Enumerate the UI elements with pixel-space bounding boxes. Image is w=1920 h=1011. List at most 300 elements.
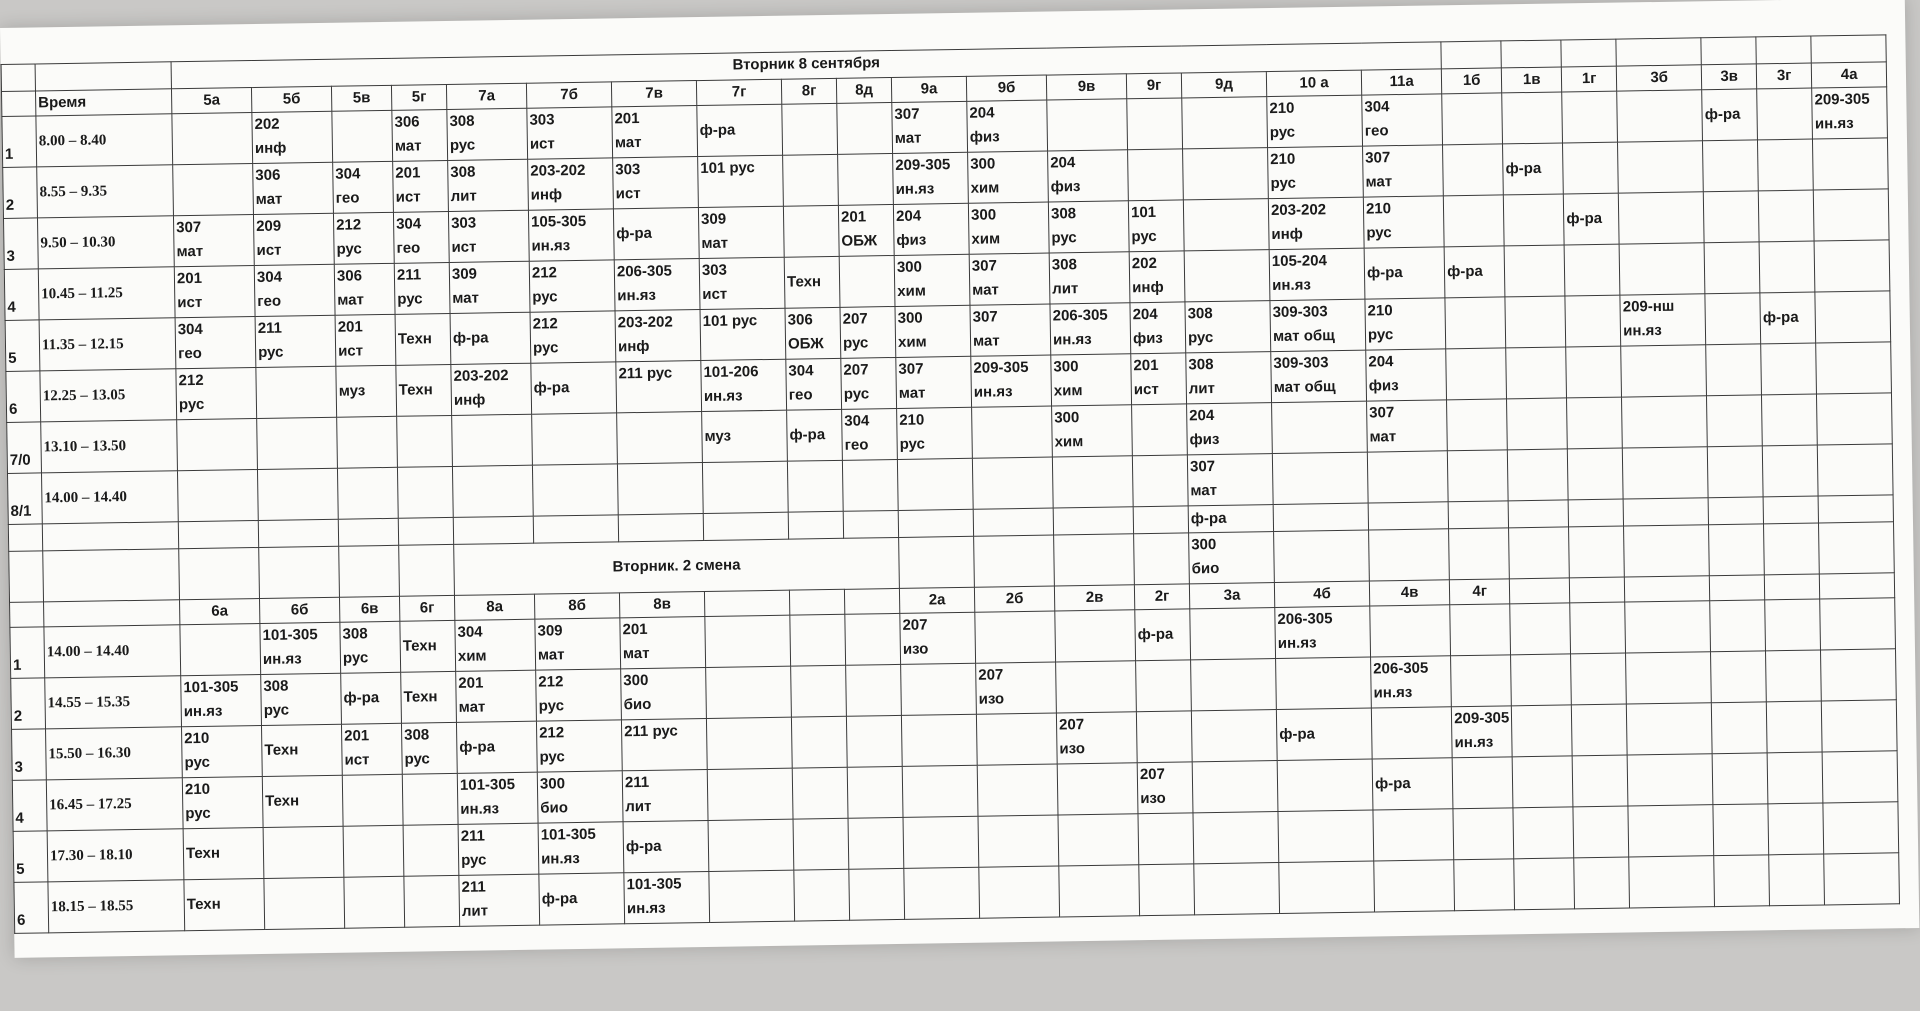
schedule-cell [1276, 708, 1372, 760]
lesson-subject: мат [255, 190, 283, 209]
schedule-cell [261, 724, 342, 776]
schedule-cell [901, 663, 977, 715]
schedule-cell [1055, 610, 1136, 662]
schedule-cell [257, 468, 338, 520]
class-header: 7а [446, 83, 526, 109]
lesson-subject: инф [453, 391, 486, 409]
schedule-cell [842, 408, 898, 460]
schedule-cell [1136, 660, 1192, 712]
lesson-room: ф-ра [1505, 159, 1542, 178]
schedule-cell [1272, 452, 1368, 504]
lesson-subject: 211 рус [623, 722, 678, 741]
lesson-room: ф-ра [541, 890, 578, 908]
lesson-room: ф-ра [789, 426, 826, 444]
schedule-cell [1130, 302, 1186, 354]
schedule-cell [448, 210, 529, 262]
schedule-cell [1627, 703, 1713, 755]
lesson-room: Техн [264, 741, 299, 759]
schedule-cell [1450, 604, 1511, 656]
lesson-room: 308 [263, 677, 289, 695]
schedule-cell [1275, 606, 1371, 658]
class-header: 11а [1361, 69, 1442, 95]
schedule-cell [175, 317, 256, 369]
empty-cell [618, 514, 703, 542]
empty-cell [258, 519, 338, 547]
schedule-cell [174, 266, 255, 318]
lesson-room: 201 [840, 208, 867, 226]
lesson-subject: ин.яз [703, 387, 743, 405]
schedule-cell [1132, 455, 1188, 507]
schedule-cell [1817, 444, 1893, 496]
schedule-cell [791, 665, 847, 717]
lesson-room: 309 [451, 265, 478, 283]
class-header: 6в [339, 596, 399, 622]
schedule-cell [894, 254, 970, 306]
class-header: 8б [534, 593, 619, 619]
lesson-subject: ин.яз [626, 899, 666, 918]
schedule-cell [1127, 98, 1183, 150]
schedule-cell [838, 153, 894, 205]
empty-cell [1569, 526, 1625, 578]
empty-cell [1623, 498, 1708, 526]
lesson-subject: ин.яз [1272, 276, 1312, 295]
empty-cell [1448, 501, 1508, 529]
schedule-cell [1628, 805, 1714, 857]
schedule-cell [184, 878, 265, 930]
class-header: 5б [251, 86, 331, 112]
schedule-cell [1564, 244, 1620, 296]
schedule-cell [1185, 301, 1271, 353]
schedule-cell [897, 458, 973, 510]
schedule-cell [1712, 753, 1768, 805]
lesson-room: Техн [186, 895, 221, 914]
lesson-subject: физ [1132, 329, 1163, 348]
empty-cell [1368, 502, 1449, 530]
schedule-cell [177, 419, 258, 471]
schedule-cell [335, 314, 396, 366]
class-header: 4г [1450, 579, 1510, 605]
lesson-room: 304 [1364, 98, 1390, 116]
lesson-room: 300 [897, 309, 923, 327]
lesson-room: ф-ра [625, 837, 662, 856]
schedule-cell [456, 670, 537, 722]
empty-cell [1054, 534, 1135, 586]
schedule-cell [615, 310, 701, 362]
schedule-cell [1051, 354, 1132, 406]
schedule-cell [1759, 241, 1815, 293]
schedule-cell [1506, 347, 1567, 399]
empty-cell [1708, 497, 1763, 525]
class-header [789, 589, 844, 615]
schedule-cell [1617, 90, 1703, 142]
schedule-cell [181, 674, 262, 726]
lesson-room: ф-ра [1374, 774, 1411, 793]
schedule-cell [539, 873, 625, 925]
lesson-room: 309-303 [1273, 354, 1329, 373]
lesson-room: 307 [972, 308, 998, 326]
lesson-room: 300 [623, 671, 649, 690]
lesson-time: 18.15 – 18.55 [48, 880, 185, 933]
schedule-cell [1618, 192, 1704, 244]
schedule-cell [1573, 806, 1629, 858]
lesson-time: 13.10 – 13.50 [41, 420, 178, 473]
schedule-cell [1371, 707, 1452, 759]
schedule-cell [792, 767, 848, 819]
lesson-room: 201 [344, 727, 370, 745]
lesson-room: Техн [403, 688, 438, 706]
schedule-cell [849, 868, 905, 920]
schedule-cell [621, 667, 707, 719]
schedule-cell [1447, 399, 1508, 451]
schedule-cell [257, 417, 338, 469]
schedule-cell [967, 100, 1048, 152]
schedule-cell [784, 256, 840, 308]
schedule-cell [978, 815, 1059, 867]
schedule-cell [1268, 197, 1364, 249]
lesson-subject: мат [537, 646, 565, 664]
schedule-cell [1627, 754, 1713, 806]
schedule-cell [1454, 859, 1515, 911]
class-header: 10 а [1266, 70, 1361, 96]
lesson-subject: рус [449, 136, 476, 154]
schedule-cell [709, 870, 795, 922]
schedule-cell [848, 817, 904, 869]
schedule-cell [1138, 813, 1194, 865]
lesson-room: 210 [184, 780, 211, 799]
schedule-cell [1503, 143, 1564, 195]
empty-cell [973, 508, 1053, 536]
lesson-room: 203-202 [1270, 201, 1327, 220]
lesson-subject: рус [843, 385, 870, 403]
schedule-cell [531, 362, 617, 414]
schedule-cell [1570, 602, 1626, 654]
lesson-room: 307 [176, 218, 202, 237]
title-empty-cell [1441, 41, 1501, 69]
schedule-cell [979, 866, 1060, 918]
empty-cell [1449, 528, 1510, 580]
schedule-cell [1507, 398, 1568, 450]
class-header [1710, 575, 1765, 601]
number-header [10, 602, 44, 628]
schedule-cell [897, 407, 973, 459]
title-empty-cell [1616, 38, 1701, 66]
schedule-cell [341, 672, 402, 724]
lesson-subject: рус [185, 804, 211, 823]
class-header: 6б [259, 597, 339, 623]
schedule-cell [1183, 148, 1269, 200]
schedule-cell [334, 263, 395, 315]
schedule-cell [333, 161, 394, 213]
schedule-cell [528, 158, 614, 210]
schedule-cell [1572, 704, 1628, 756]
schedule-cell [1366, 349, 1447, 401]
lesson-room: 101-305 [540, 825, 596, 844]
empty-cell [179, 548, 260, 600]
lesson-subject: рус [397, 290, 423, 308]
empty-cell [399, 544, 455, 596]
schedule-cell [450, 312, 531, 364]
lesson-room: 204 [1050, 154, 1076, 172]
schedule-cell [1452, 757, 1513, 809]
lesson-room: ф-ра [533, 379, 570, 397]
schedule-cell [1268, 146, 1364, 198]
empty-cell [453, 516, 533, 544]
lesson-room: Техн [185, 844, 221, 863]
schedule-cell [182, 776, 263, 828]
lesson-subject: ОБЖ [841, 232, 878, 250]
schedule-cell [708, 819, 794, 871]
schedule-cell [1183, 199, 1269, 251]
lesson-room: 211 [461, 878, 486, 896]
schedule-cell [341, 723, 402, 775]
lesson-subject: физ [1368, 377, 1399, 395]
lesson-time: 14.00 – 14.40 [41, 471, 178, 524]
schedule-cell [1566, 346, 1622, 398]
lesson-room: 212 [336, 216, 362, 234]
lesson-subject: ин.яз [1814, 114, 1854, 133]
lesson-subject: изо [1140, 789, 1166, 808]
schedule-cell [1626, 652, 1712, 704]
lesson-subject: лит [1052, 280, 1079, 298]
schedule-cell [970, 304, 1051, 356]
lesson-room: 306 [255, 166, 281, 185]
schedule-cell [1132, 404, 1188, 456]
class-header: 5в [331, 85, 391, 111]
schedule-cell [1056, 712, 1137, 764]
schedule-cell [392, 109, 448, 161]
empty-cell [1133, 506, 1188, 534]
lesson-room: муз [704, 427, 732, 445]
schedule-cell [895, 305, 971, 357]
schedule-cell [1757, 88, 1813, 140]
schedule-cell [1363, 196, 1444, 248]
lesson-subject: рус [538, 697, 565, 715]
schedule-cell [263, 826, 344, 878]
class-header: 8а [454, 594, 534, 620]
schedule-cell [342, 774, 403, 826]
schedule-cell [1193, 812, 1279, 864]
lesson-subject: ист [337, 342, 364, 360]
lesson-room: 201 [176, 269, 203, 288]
class-header: 2в [1054, 585, 1134, 611]
lesson-room: муз [338, 382, 366, 400]
lesson-room: 308 [1188, 355, 1214, 374]
schedule-cell [400, 620, 456, 672]
class-header: 7в [611, 81, 696, 107]
schedule-cell [1048, 150, 1129, 202]
schedule-cell [1192, 761, 1278, 813]
schedule-cell [969, 253, 1050, 305]
class-header [1570, 577, 1625, 603]
schedule-cell [401, 671, 457, 723]
lesson-room: Техн [398, 381, 433, 399]
lesson-room: 203-202 [530, 161, 586, 180]
lesson-time: 10.45 – 11.25 [38, 267, 175, 320]
lesson-subject: ист [615, 184, 641, 203]
lesson-room: 101-305 [626, 875, 682, 894]
schedule-cell [847, 766, 903, 818]
schedule-cell [1621, 345, 1707, 397]
lesson-number: 1 [10, 627, 45, 679]
class-header: 1г [1562, 66, 1617, 92]
lesson-subject: мат [452, 289, 480, 307]
schedule-cell [1703, 140, 1759, 192]
schedule-cell [1057, 763, 1138, 815]
schedule-cell [1762, 394, 1818, 446]
lesson-subject: мат [176, 242, 204, 261]
empty-cell [898, 509, 973, 537]
lesson-room: 212 [178, 371, 204, 390]
lesson-room: 206-305 [1373, 659, 1429, 678]
schedule-cell [1271, 350, 1367, 402]
class-header [1625, 576, 1710, 602]
lesson-room: 201 [458, 674, 484, 692]
schedule-cell [838, 204, 894, 256]
schedule-cell [261, 673, 342, 725]
schedule-cell [183, 827, 264, 879]
lesson-subject: рус [263, 701, 290, 719]
lesson-room: 308 [1050, 205, 1077, 223]
lesson-room: 207 [1058, 716, 1085, 734]
class-header: 3в [1701, 64, 1756, 90]
lesson-number: 6 [14, 882, 49, 934]
lesson-subject: физ [1189, 430, 1220, 449]
schedule-cell [782, 103, 838, 155]
class-header: 2г [1134, 584, 1189, 610]
lesson-room: 210 [1269, 99, 1295, 118]
schedule-cell [172, 113, 253, 165]
schedule-cell [1813, 138, 1889, 190]
lesson-subject: био [1191, 559, 1220, 578]
schedule-cell [1448, 450, 1509, 502]
lesson-subject: рус [532, 339, 559, 357]
schedule-cell [1704, 242, 1760, 294]
lesson-room: ф-ра [459, 738, 496, 756]
schedule-cell [1505, 296, 1566, 348]
lesson-time: 8.00 – 8.40 [36, 114, 173, 167]
lesson-room: 307 [1365, 149, 1391, 167]
schedule-cell [1189, 532, 1275, 584]
lesson-room: 307 [894, 105, 920, 123]
schedule-cell [455, 619, 536, 671]
schedule-cell [1567, 397, 1623, 449]
schedule-cell [1817, 393, 1893, 445]
schedule-cell [1278, 810, 1374, 862]
lesson-subject: мат [337, 291, 365, 309]
class-header: 3а [1189, 583, 1274, 609]
lesson-room: 210 [899, 411, 925, 429]
lesson-subject: мат общ [1273, 378, 1336, 397]
schedule-cell [448, 159, 529, 211]
schedule-cell [1618, 141, 1704, 193]
schedule-cell [404, 875, 460, 927]
schedule-cell [1363, 145, 1444, 197]
schedule-cell [794, 869, 850, 921]
schedule-table [1, 34, 1901, 934]
lesson-time: 15.50 – 16.30 [46, 727, 183, 780]
lesson-room: 306 [394, 113, 420, 131]
lesson-subject: рус [460, 851, 487, 869]
schedule-cell [536, 720, 622, 772]
schedule-cell [180, 623, 261, 675]
schedule-cell [1059, 865, 1140, 917]
lesson-room: 204 [1189, 406, 1215, 425]
empty-cell [1053, 507, 1133, 535]
schedule-cell [971, 355, 1052, 407]
class-header [1510, 578, 1570, 604]
empty-cell [788, 511, 843, 539]
schedule-cell [1367, 451, 1448, 503]
schedule-cell [977, 764, 1058, 816]
lesson-subject: инф [1271, 225, 1303, 244]
schedule-cell [1362, 94, 1443, 146]
schedule-cell [613, 157, 699, 209]
schedule-cell [1572, 755, 1628, 807]
lesson-subject: мат [614, 133, 642, 152]
lesson-room: 101-305 [459, 776, 516, 794]
schedule-cell [1766, 650, 1822, 702]
lesson-subject: ист [529, 135, 555, 153]
schedule-cell [1136, 711, 1192, 763]
class-header: 5а [171, 88, 251, 114]
schedule-cell [1188, 505, 1273, 533]
schedule-cell [1049, 252, 1130, 304]
lesson-room: 206-305 [1052, 306, 1108, 325]
lesson-subject: био [540, 799, 569, 817]
lesson-room: 201 [614, 109, 640, 128]
schedule-cell [336, 365, 397, 417]
schedule-cell [698, 155, 784, 207]
empty-cell [1273, 503, 1368, 531]
schedule-cell [893, 152, 969, 204]
schedule-cell [698, 206, 784, 258]
lesson-subject: рус [1367, 326, 1394, 344]
schedule-cell [972, 406, 1053, 458]
schedule-cell [1512, 756, 1573, 808]
lesson-subject: ин.яз [1052, 330, 1092, 349]
schedule-cell [393, 160, 449, 212]
schedule-cell [785, 307, 841, 359]
lesson-room: 207 [843, 361, 869, 379]
schedule-cell [1452, 706, 1513, 758]
schedule-cell [617, 463, 703, 515]
empty-cell [1764, 523, 1820, 575]
schedule-cell [1191, 659, 1277, 711]
lesson-room: 202 [254, 115, 280, 134]
lesson-subject: физ [1050, 178, 1081, 196]
lesson-subject: ист [395, 188, 421, 206]
schedule-cell [1711, 651, 1767, 703]
lesson-room: 209-305 [895, 156, 951, 174]
schedule-cell [256, 366, 337, 418]
lesson-room: 207 [902, 616, 928, 634]
title-empty-cell [1756, 36, 1811, 64]
schedule-cell [841, 357, 897, 409]
schedule-cell [1372, 758, 1453, 810]
lesson-room: 101-305 [183, 678, 239, 697]
schedule-cell [1267, 95, 1363, 147]
lesson-room: ф-ра [1704, 105, 1741, 124]
schedule-cell [1713, 804, 1769, 856]
schedule-cell [1514, 858, 1575, 910]
lesson-subject: 101 рус [700, 159, 755, 178]
schedule-cell [1629, 856, 1715, 908]
page-title: Вторник 8 сентября [171, 42, 1441, 89]
lesson-room: 307 [898, 360, 924, 378]
schedule-cell [614, 259, 700, 311]
lesson-room: 211 [257, 319, 283, 337]
class-header: 3г [1756, 63, 1811, 89]
